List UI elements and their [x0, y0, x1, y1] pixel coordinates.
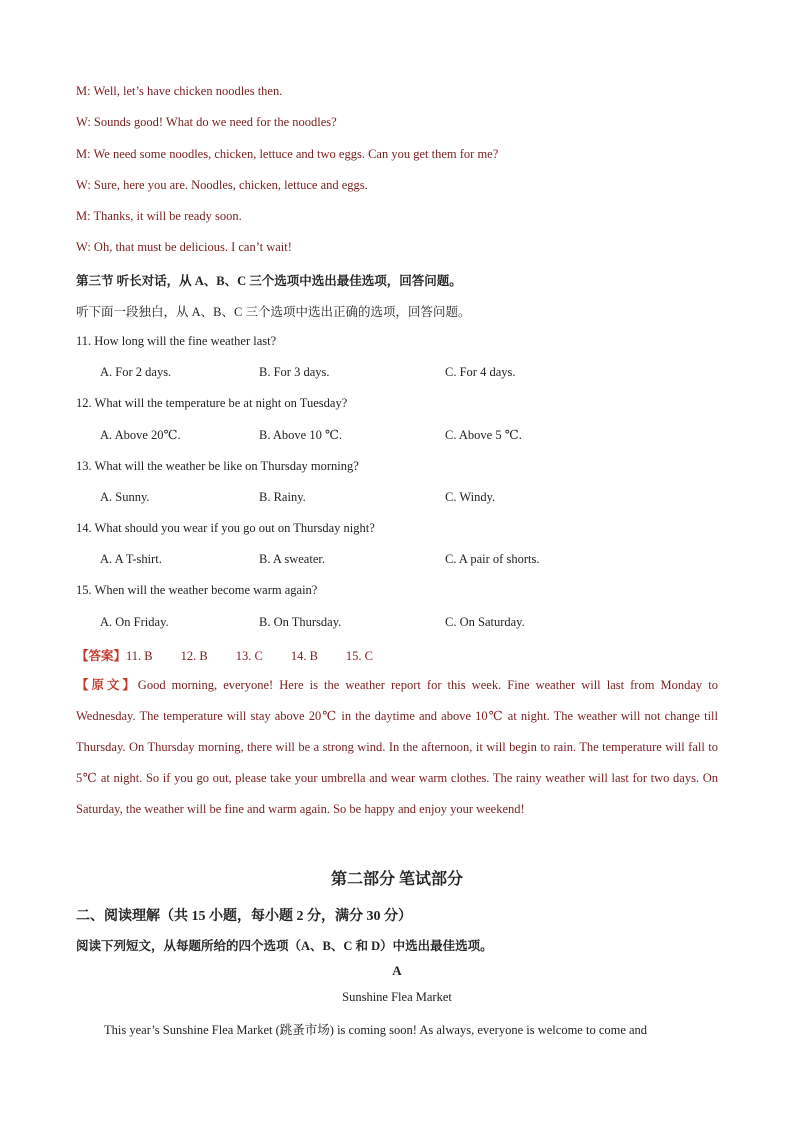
section-title: 二、阅读理解（共 15 小题，每小题 2 分，满分 30 分）: [76, 909, 412, 924]
option-c: C. Windy.: [445, 490, 496, 504]
option-a: A. Above 20℃.: [100, 428, 181, 442]
answer-item: 14. B: [290, 649, 318, 663]
option-b: B. For 3 days.: [259, 365, 330, 379]
option-c: C. On Saturday.: [445, 615, 525, 629]
option-c: C. For 4 days.: [445, 365, 516, 379]
option-a: A. For 2 days.: [100, 365, 172, 379]
passage-text: This year’s Sunshine Flea Market (跳蚤市场) is coming soon! As always, everyone is welcome to come and: [104, 1023, 648, 1037]
dialogue-line: W: Oh, that must be delicious. I can’t wait!: [76, 240, 292, 254]
option-c: C. A pair of shorts.: [445, 552, 540, 566]
option-a: A. On Friday.: [100, 615, 169, 629]
passage-title: Sunshine Flea Market: [342, 990, 452, 1004]
transcript-tag: 【原文】: [76, 678, 138, 692]
answer-key: [76, 646, 401, 664]
option-b: B. On Thursday.: [259, 615, 342, 629]
question-text: 14. What should you wear if you go out on Thursday night?: [76, 521, 375, 535]
passage-letter: A: [392, 963, 402, 978]
question-text: 12. What will the temperature be at night on Tuesday?: [76, 396, 348, 410]
option-b: B. Above 10 ℃.: [259, 428, 343, 442]
transcript: [76, 670, 718, 825]
section-instruction: 听下面一段独白，从 A、B、C 三个选项中选出正确的选项，回答问题。: [76, 305, 471, 319]
dialogue-line: W: Sounds good! What do we need for the noodles?: [76, 115, 337, 129]
option-b: B. A sweater.: [259, 552, 325, 566]
dialogue-line: M: We need some noodles, chicken, lettuce and two eggs. Can you get them for me?: [76, 147, 499, 161]
option-c: C. Above 5 ℃.: [445, 428, 522, 442]
question-text: 11. How long will the fine weather last?: [76, 334, 277, 348]
question-text: 13. What will the weather be like on Thursday morning?: [76, 459, 359, 473]
dialogue-line: W: Sure, here you are. Noodles, chicken, lettuce and eggs.: [76, 178, 368, 192]
answer-tag: 【答案】: [76, 649, 127, 663]
part-title: 第二部分 笔试部分: [330, 871, 463, 888]
answer-item: 12. B: [180, 649, 208, 663]
option-a: A. Sunny.: [100, 490, 150, 504]
dialogue-line: M: Well, let’s have chicken noodles then.: [76, 84, 283, 98]
transcript-text: Good morning, everyone! Here is the weather report for this week. Fine weather will last from Monday to Wednesday. The temperature will stay above 20℃ in the daytime and above 10℃ at night. The weather will not change till Thursday. On Thursday morning, there will be a strong wind. In the afternoon, it will begin to rain. The temperature will fall to 5℃ at night. So if you go out, please take your umbrella and wear warm clothes. The rainy weather will last for two days. On Saturday, the weather will be fine and warm again. So be happy and enjoy your weekend!: [76, 678, 718, 816]
answer-item: 13. C: [235, 649, 263, 663]
reading-instruction: 阅读下列短文，从每题所给的四个选项（A、B、C 和 D）中选出最佳选项。: [76, 939, 493, 953]
answer-item: 11. B: [126, 649, 153, 663]
answer-item: 15. C: [345, 649, 374, 663]
question-text: 15. When will the weather become warm again?: [76, 583, 318, 597]
dialogue-line: M: Thanks, it will be ready soon.: [76, 209, 242, 223]
section-heading: 第三节 听长对话，从 A、B、C 三个选项中选出最佳选项，回答问题。: [76, 274, 462, 288]
option-a: A. A T-shirt.: [100, 552, 162, 566]
option-b: B. Rainy.: [259, 490, 306, 504]
